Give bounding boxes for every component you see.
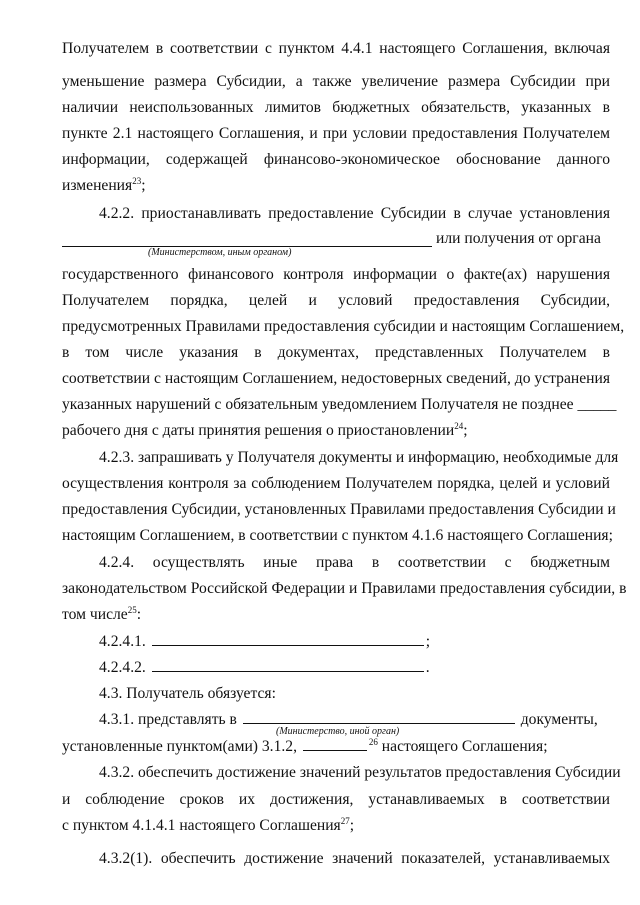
footnote-ref: 27 (340, 816, 350, 826)
text-fragment: . (425, 659, 430, 676)
text-fragment: 4.3.1. представлять в (99, 711, 237, 728)
text-line: и соблюдение сроков их достижения, устанавливаемых в соответствии (62, 791, 610, 808)
text-line: указанных нарушений с обязательным уведомлением Получателя не позднее _____ (62, 396, 617, 413)
text-fragment: ; (349, 817, 355, 834)
footnote-ref: 23 (132, 176, 142, 186)
text-line: наличии неиспользованных лимитов бюджетных обязательств, указанных в (62, 99, 610, 116)
text-line (62, 736, 610, 758)
text-fragment: рабочего дня с даты принятия решения о приостановлении (62, 422, 455, 439)
item-4-2-4-2 (99, 657, 610, 679)
text-line (62, 175, 610, 197)
text-line: предоставления Субсидии, установленных Правилами предоставления Субсидии и (62, 501, 616, 518)
section-4-3-title: 4.3. Получатель обязуется: (99, 685, 276, 702)
text-fragment: : (136, 606, 142, 623)
text-fragment: изменения (62, 177, 133, 194)
text-line: в том числе указания в документах, представленных Получателем в (62, 344, 610, 361)
text-line: Получателем порядка, целей и условий предоставления Субсидии, (62, 292, 610, 309)
text-line (62, 420, 610, 442)
text-fragment: ; (141, 177, 146, 194)
text-fragment: настоящего Соглашения; (381, 738, 548, 755)
footnote-ref: 26 (368, 737, 378, 747)
fill-in-blank[interactable] (243, 709, 515, 724)
text-line: настоящим Соглашением, в соответствии с пунктом 4.1.6 настоящего Соглашения; (62, 527, 613, 544)
text-fragment: документы, (520, 711, 598, 728)
text-line: пункте 2.1 настоящего Соглашения, и при условии предоставления Получателем (62, 125, 610, 142)
text-line: уменьшение размера Субсидии, а также увеличение размера Субсидии при (62, 73, 610, 90)
blank-hint: (Министерством, иным органом) (148, 247, 292, 258)
text-fragment: установленные пунктом(ами) 3.1.2, (62, 738, 297, 755)
text-fragment: ; (463, 422, 468, 439)
paragraph-4-3-2-start: 4.3.2. обеспечить достижение значений результатов предоставления Субсидии (99, 764, 621, 781)
item-number: 4.2.4.2. (99, 659, 146, 676)
text-line (62, 604, 610, 626)
fill-in-blank[interactable] (152, 631, 424, 646)
paragraph-4-2-3-start: 4.2.3. запрашивать у Получателя документы и информацию, необходимые для (99, 449, 619, 466)
footnote-ref: 25 (127, 605, 137, 615)
paragraph-4-2-4-start: 4.2.4. осуществлять иные права в соответствии с бюджетным (99, 554, 610, 571)
text-line: предусмотренных Правилами предоставления субсидии и настоящим Соглашением, (62, 318, 625, 335)
text-line: или получения от органа (436, 230, 601, 247)
text-line: соответствии с настоящим Соглашением, недостоверных сведений, до устранения (62, 370, 610, 387)
item-4-2-4-1 (99, 631, 610, 653)
text-fragment: ; (425, 633, 431, 650)
text-line: законодательством Российской Федерации и Правилами предоставления субсидии, в (62, 580, 627, 597)
paragraph-4-3-2-1-start: 4.3.2(1). обеспечить достижение значений показателей, устанавливаемых (99, 850, 610, 867)
paragraph-4-2-2-start: 4.2.2. приостанавливать предоставление Субсидии в случае установления (99, 205, 610, 222)
fill-in-blank[interactable] (303, 736, 367, 751)
text-line (62, 815, 610, 837)
text-line: государственного финансового контроля информации о факте(ах) нарушения (62, 266, 610, 283)
text-fragment: том числе (62, 606, 128, 623)
fill-in-blank[interactable] (152, 657, 424, 672)
item-number: 4.2.4.1. (99, 633, 146, 650)
text-line: осуществления контроля за соблюдением Получателем порядка, целей и условий (62, 475, 610, 492)
text-line: Получателем в соответствии с пунктом 4.4.1 настоящего Соглашения, включая (62, 40, 610, 57)
blank-hint: (Министерство, иной орган) (276, 726, 400, 737)
footnote-ref: 24 (454, 421, 464, 431)
text-fragment: с пунктом 4.1.4.1 настоящего Соглашения (62, 817, 341, 834)
text-line: информации, содержащей финансово-экономическое обоснование данного (62, 151, 610, 168)
